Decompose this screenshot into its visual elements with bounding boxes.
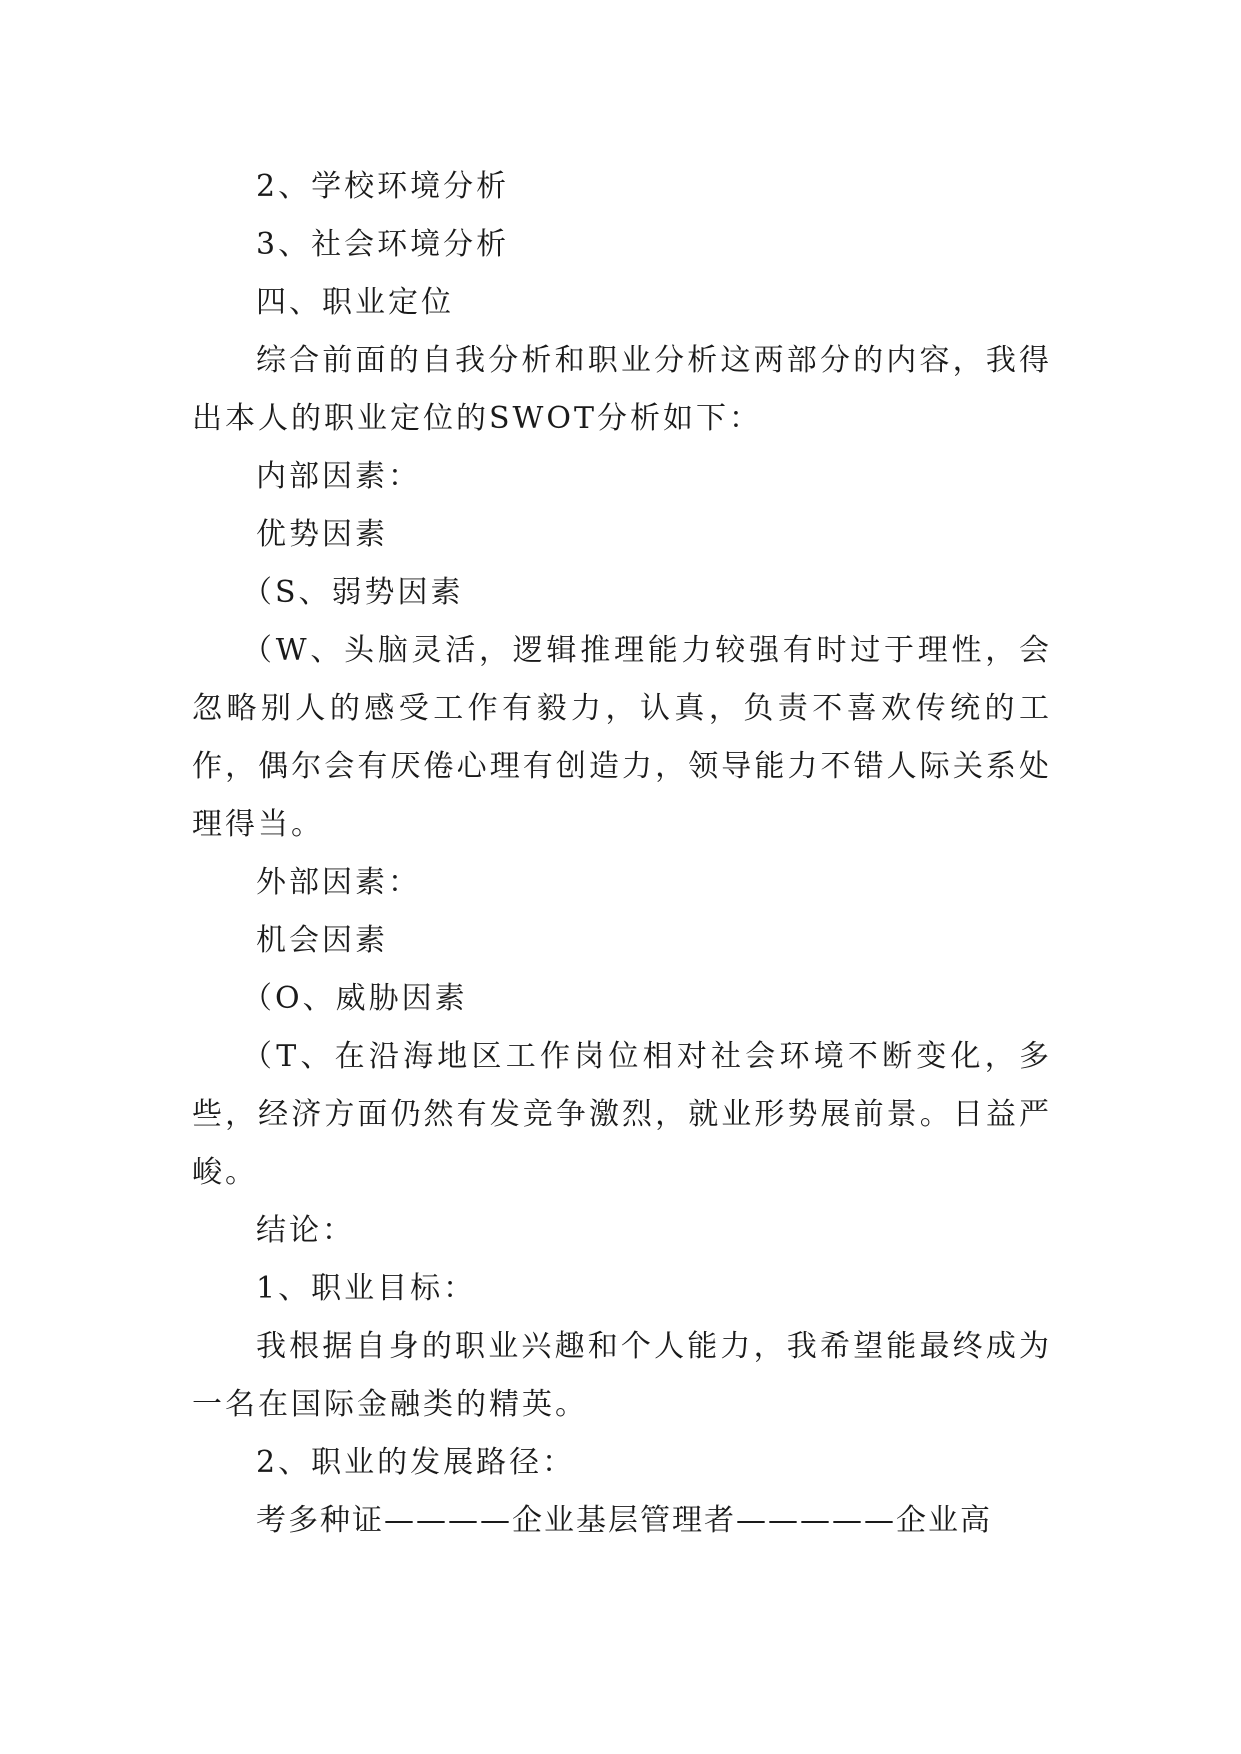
heading-career-goal: 1、职业目标： — [256, 1271, 477, 1306]
label-opportunities: 机会因素 — [256, 923, 388, 958]
heading-career-path: 2、职业的发展路径： — [256, 1445, 576, 1480]
paragraph-external-details: （T、在沿海地区工作岗位相对社会环境不断变化，多些，经济方面仍然有发竞争激烈，就业形势展前景。日益严峻。 — [192, 1039, 1052, 1190]
label-weaknesses: （S、弱势因素 — [242, 575, 464, 610]
heading-school-environment: 2、学校环境分析 — [256, 169, 510, 204]
paragraph-internal-details: （W、头脑灵活，逻辑推理能力较强有时过于理性，会忽略别人的感受工作有毅力，认真，负责不喜欢传统的工作，偶尔会有厌倦心理有创造力，领导能力不错人际关系处理得当。 — [192, 633, 1052, 842]
label-conclusion: 结论： — [256, 1213, 355, 1248]
heading-career-positioning: 四、职业定位 — [256, 285, 454, 320]
paragraph-career-goal: 我根据自身的职业兴趣和个人能力，我希望能最终成为一名在国际金融类的精英。 — [192, 1329, 1052, 1422]
label-internal-factors: 内部因素： — [256, 459, 421, 494]
document-body — [192, 158, 1052, 1550]
paragraph-swot-intro: 综合前面的自我分析和职业分析这两部分的内容，我得出本人的职业定位的SWOT分析如下： — [192, 343, 1052, 436]
paragraph-career-path: 考多种证————企业基层管理者—————企业高 — [256, 1503, 992, 1538]
heading-social-environment: 3、社会环境分析 — [256, 227, 510, 262]
label-threats: （O、威胁因素 — [242, 981, 468, 1016]
label-external-factors: 外部因素： — [256, 865, 421, 900]
label-strengths: 优势因素 — [256, 517, 388, 552]
